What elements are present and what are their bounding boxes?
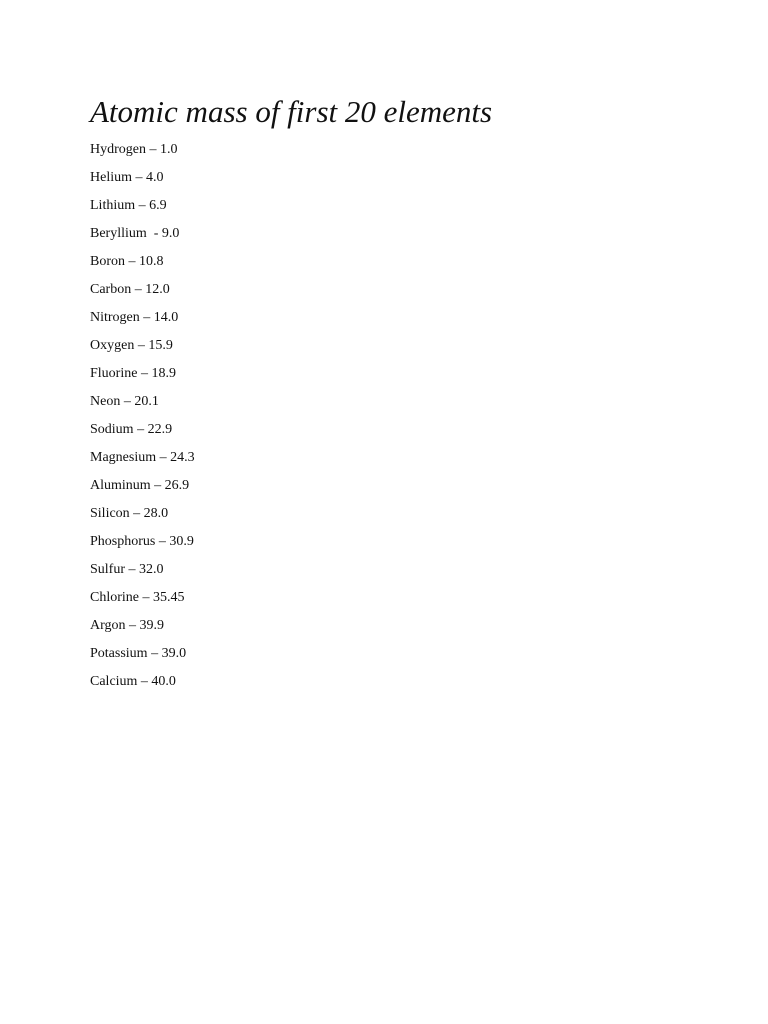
- element-item-chlorine: Chlorine – 35.45: [90, 590, 185, 605]
- element-item-neon: Neon – 20.1: [90, 394, 159, 409]
- element-item-carbon: Carbon – 12.0: [90, 282, 170, 297]
- element-item-fluorine: Fluorine – 18.9: [90, 366, 176, 381]
- document-title: Atomic mass of first 20 elements: [90, 94, 493, 129]
- element-item-aluminum: Aluminum – 26.9: [90, 478, 190, 493]
- element-item-boron: Boron – 10.8: [90, 254, 164, 269]
- element-item-silicon: Silicon – 28.0: [90, 506, 169, 521]
- element-item-lithium: Lithium – 6.9: [90, 198, 167, 213]
- element-item-beryllium: Beryllium - 9.0: [90, 226, 180, 241]
- element-item-calcium: Calcium – 40.0: [90, 674, 176, 689]
- element-item-helium: Helium – 4.0: [90, 170, 164, 185]
- element-item-oxygen: Oxygen – 15.9: [90, 338, 173, 353]
- element-list: [90, 140, 195, 700]
- element-item-sodium: Sodium – 22.9: [90, 422, 173, 437]
- element-item-nitrogen: Nitrogen – 14.0: [90, 310, 179, 325]
- element-item-magnesium: Magnesium – 24.3: [90, 450, 195, 465]
- element-item-hydrogen: Hydrogen – 1.0: [90, 142, 178, 157]
- element-item-argon: Argon – 39.9: [90, 618, 165, 633]
- element-item-potassium: Potassium – 39.0: [90, 646, 187, 661]
- element-item-phosphorus: Phosphorus – 30.9: [90, 534, 194, 549]
- element-item-sulfur: Sulfur – 32.0: [90, 562, 164, 577]
